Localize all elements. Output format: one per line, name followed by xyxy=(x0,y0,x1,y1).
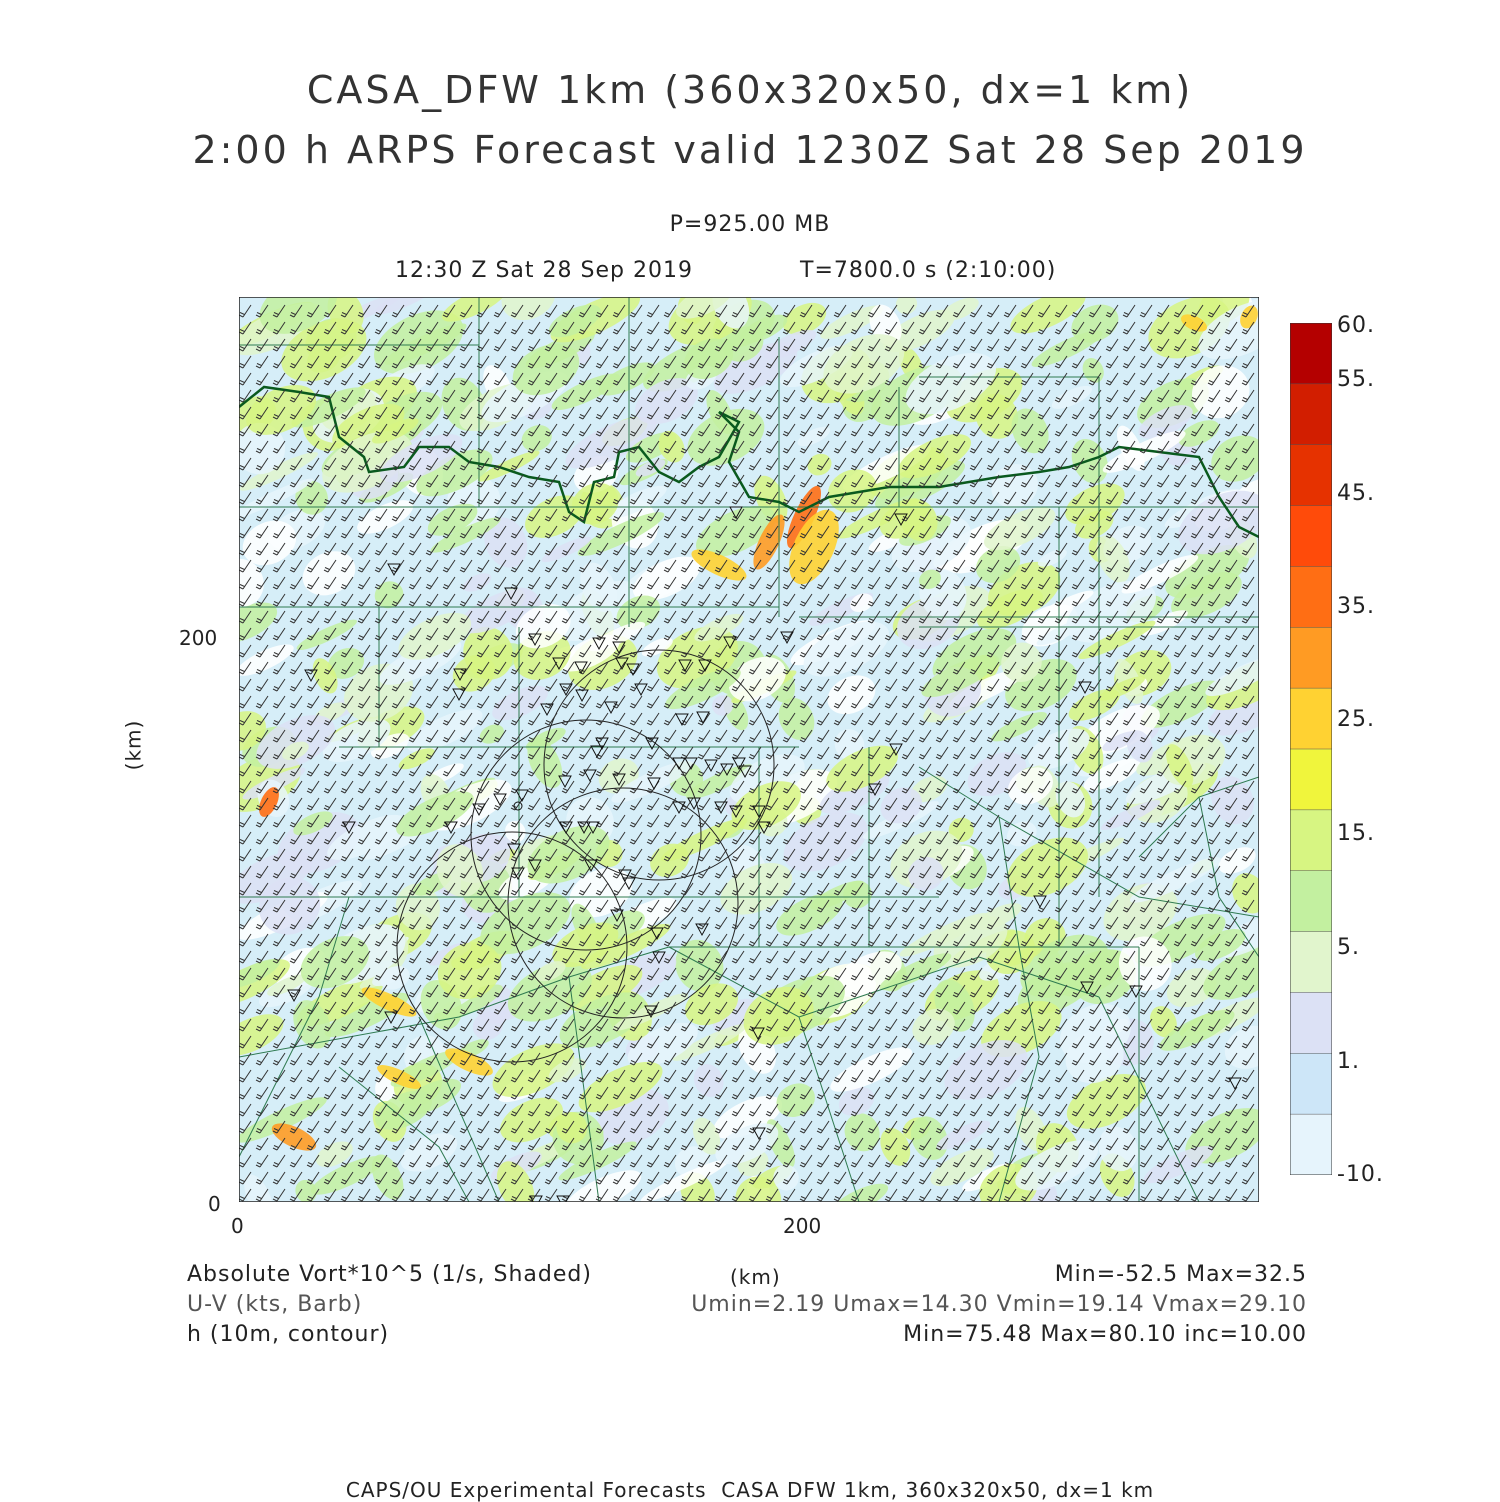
x-tick-200: 200 xyxy=(783,1214,822,1238)
y-tick-200: 200 xyxy=(179,626,218,650)
map-plot[interactable] xyxy=(239,297,1259,1202)
title-line-1: CASA_DFW 1km (360x320x50, dx=1 km) xyxy=(306,68,1194,112)
colorbar-label-7: 1. xyxy=(1337,1049,1360,1074)
colorbar-label-6: 5. xyxy=(1337,935,1360,960)
colorbar-boxes xyxy=(1290,323,1332,1175)
legend-vort-range: Min=-52.5 Max=32.5 xyxy=(1054,1262,1307,1287)
colorbar-box xyxy=(1290,992,1332,1053)
colorbar-label-0: 60. xyxy=(1337,313,1375,338)
colorbar xyxy=(1290,323,1332,1175)
colorbar-label-3: 35. xyxy=(1337,594,1375,619)
legend-wind-range: Umin=2.19 Umax=14.30 Vmin=19.14 Vmax=29.10 xyxy=(691,1292,1307,1317)
legend-height: h (10m, contour) xyxy=(187,1322,390,1347)
x-axis-label: (km) xyxy=(730,1265,781,1289)
elapsed-time: T=7800.0 s (2:10:00) xyxy=(800,258,1057,283)
y-axis-label: (km) xyxy=(121,719,146,771)
colorbar-box xyxy=(1290,384,1332,445)
colorbar-box xyxy=(1290,323,1332,384)
footer-credit: CAPS/OU Experimental Forecasts CASA DFW 1km, 360x320x50, dx=1 km xyxy=(345,1478,1155,1502)
colorbar-box xyxy=(1290,749,1332,810)
colorbar-label-8: -10. xyxy=(1337,1162,1384,1187)
y-tick-0: 0 xyxy=(208,1192,221,1216)
colorbar-label-5: 15. xyxy=(1337,821,1375,846)
colorbar-label-1: 55. xyxy=(1337,367,1375,392)
colorbar-box xyxy=(1290,627,1332,688)
colorbar-box xyxy=(1290,1114,1332,1175)
legend-wind: U-V (kts, Barb) xyxy=(187,1292,363,1317)
title-line-2: 2:00 h ARPS Forecast valid 1230Z Sat 28 Sep 2019 xyxy=(192,128,1308,172)
colorbar-box xyxy=(1290,1053,1332,1114)
colorbar-box xyxy=(1290,871,1332,932)
pressure-level: P=925.00 MB xyxy=(669,212,831,237)
legend-height-range: Min=75.48 Max=80.10 inc=10.00 xyxy=(903,1322,1307,1347)
colorbar-box xyxy=(1290,566,1332,627)
colorbar-box xyxy=(1290,810,1332,871)
colorbar-box xyxy=(1290,688,1332,749)
colorbar-box xyxy=(1290,932,1332,993)
colorbar-label-2: 45. xyxy=(1337,481,1375,506)
x-tick-0: 0 xyxy=(231,1214,244,1238)
colorbar-box xyxy=(1290,445,1332,506)
colorbar-label-4: 25. xyxy=(1337,707,1375,732)
legend-vorticity: Absolute Vort*10^5 (1/s, Shaded) xyxy=(187,1262,592,1287)
colorbar-box xyxy=(1290,506,1332,567)
valid-time: 12:30 Z Sat 28 Sep 2019 xyxy=(395,258,693,283)
